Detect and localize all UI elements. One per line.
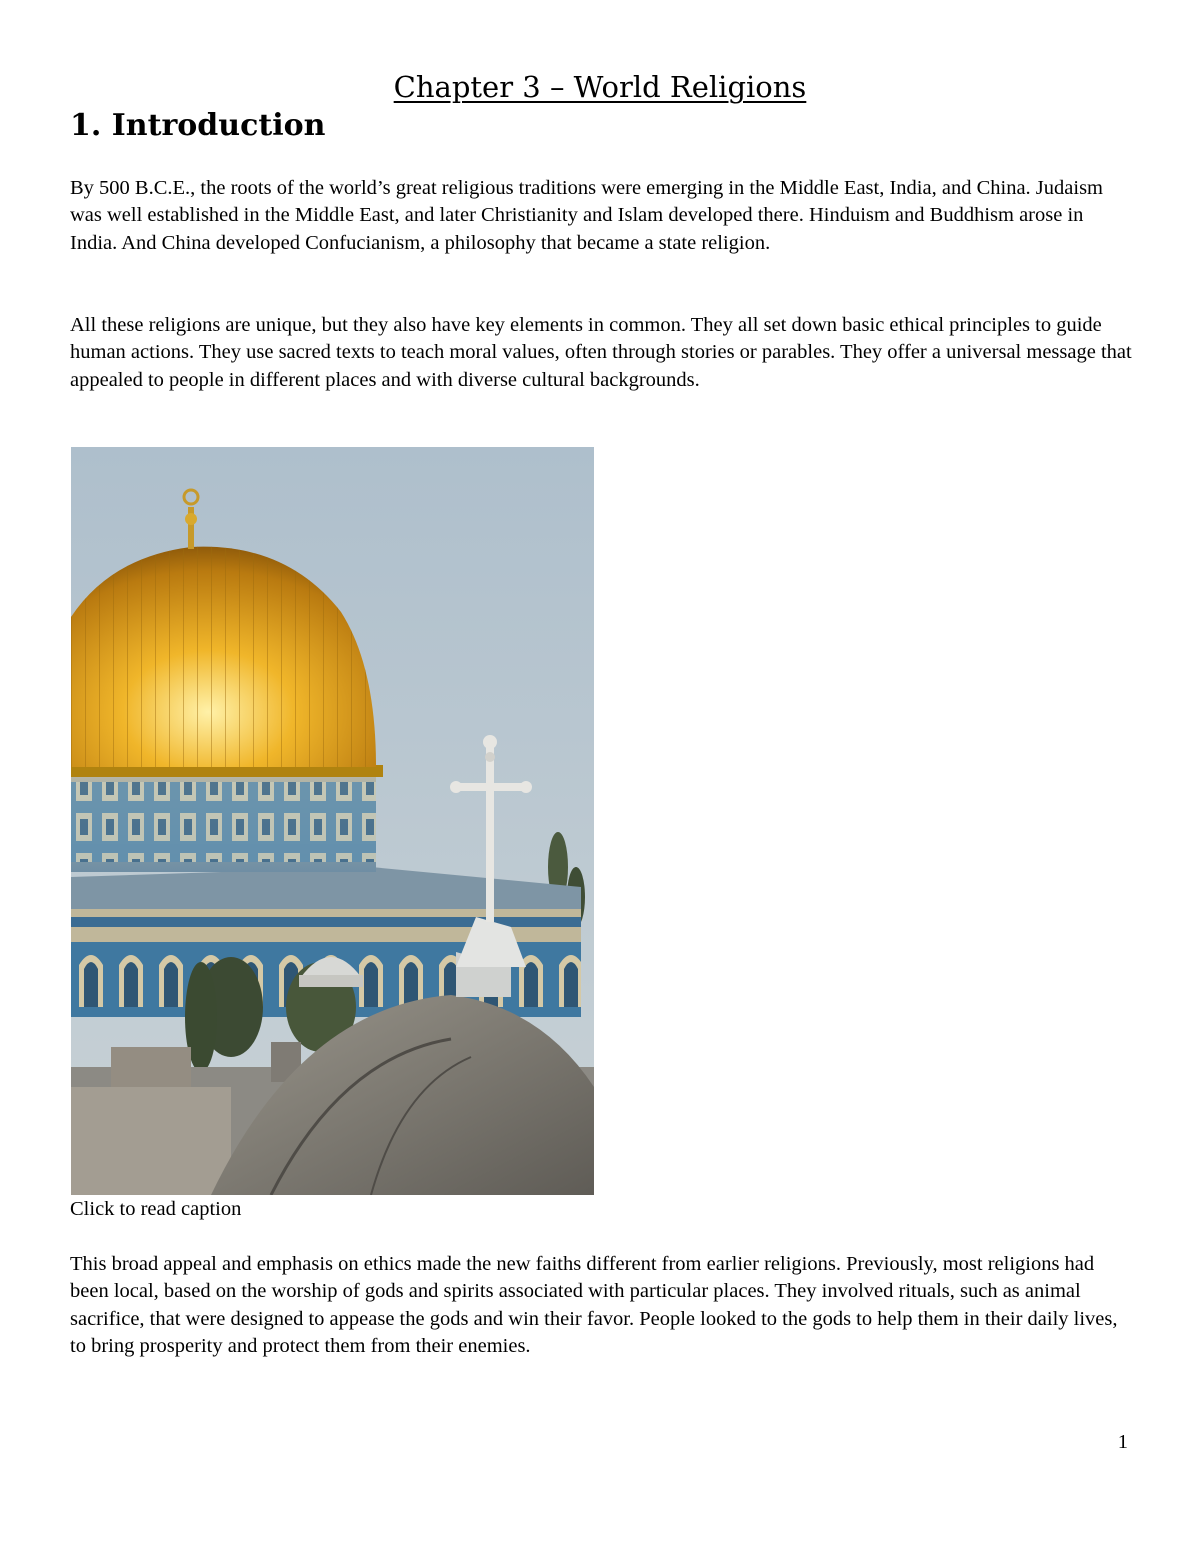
body-paragraph-3: This broad appeal and emphasis on ethics made the new faiths different from earlier religions. Previously, most religions had been local, based on the worship of gods and spirits associated with particular places. They involved rituals, such as animal sacrifice, that were designed to appease the gods and win their favor. People looked to the gods to help them in their daily lives, to bring prosperity and protect them from their enemies. — [70, 1253, 1118, 1357]
dome-of-the-rock-photo — [71, 447, 594, 1195]
page-number: 1 — [1117, 1431, 1128, 1453]
intro-paragraph-1: By 500 B.C.E., the roots of the world’s great religious traditions were emerging in the Middle East, India, and China. Judaism was well established in the Middle East, and later Christianity and Islam developed there. Hinduism and Buddhism arose in India. And China developed Confucianism, a philosophy that became a state religion. — [70, 177, 1103, 254]
section-heading: 1. Introduction — [70, 108, 326, 143]
intro-paragraph-2: All these religions are unique, but they also have key elements in common. They all set down basic ethical principles to guide human actions. They use sacred texts to teach moral values, often through stories or parables. They offer a universal message that appealed to people in different places and with diverse cultural backgrounds. — [70, 314, 1132, 391]
caption-link[interactable]: Click to read caption — [70, 1198, 242, 1220]
chapter-title: Chapter 3 – World Religions — [393, 70, 807, 104]
